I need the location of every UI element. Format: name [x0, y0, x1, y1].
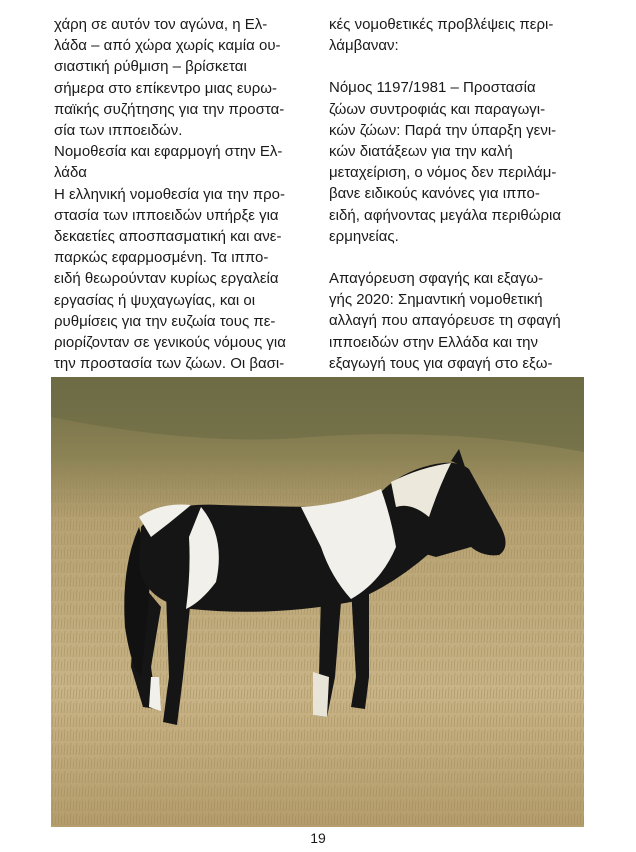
text-line: μεταχείριση, ο νόμος δεν περιλάμ- [329, 164, 557, 182]
text-line: λάμβαναν: [329, 37, 399, 55]
text-line: ειδή, αφήνοντας μεγάλα περιθώρια [329, 206, 562, 224]
text-line: ριορίζονταν σε γενικούς νόμους για [54, 334, 286, 352]
text-line: λάδα – από χώρα χωρίς καμία ου- [54, 37, 281, 55]
text-line: σία των ιπποειδών. [54, 122, 183, 140]
paragraph-gap [329, 56, 591, 77]
text-line: Νόμος 1197/1981 – Προστασία [329, 79, 536, 97]
paragraph-gap [329, 247, 591, 268]
text-line: την προστασία των ζώων. Οι βασι- [54, 355, 285, 373]
text-line: κών ζώων: Παρά την ύπαρξη γενι- [329, 121, 557, 139]
text-line: κές νομοθετικές προβλέψεις περι- [329, 16, 554, 33]
text-line: ζώων συντροφιάς και παραγωγι- [329, 100, 546, 118]
text-line: παϊκής συζήτησης για την προστα- [54, 100, 285, 118]
text-line: κών διατάξεων για την καλή [329, 143, 513, 161]
text-line: Η ελληνική νομοθεσία για την προ- [54, 185, 285, 203]
right-column [329, 14, 591, 374]
text-line: στασία των ιπποειδών υπήρξε για [54, 206, 279, 224]
text-line: παρκώς εφαρμοσμένη. Τα ιππο- [54, 249, 269, 267]
page-number: 19 [310, 830, 326, 846]
horse-photo-graphic [51, 377, 584, 827]
text-line: σιαστική ρύθμιση – βρίσκεται [54, 58, 247, 76]
text-line: αλλαγή που απαγόρευσε τη σφαγή [329, 312, 561, 330]
text-line: ιπποειδών στην Ελλάδα και την [329, 333, 538, 351]
left-column [54, 14, 316, 374]
text-line: Νομοθεσία και εφαρμογή στην Ελ- [54, 143, 283, 161]
text-line: ρυθμίσεις για την ευζωία τους πε- [54, 312, 276, 330]
text-line: σήμερα στο επίκεντρο μιας ευρω- [54, 79, 277, 97]
text-line: λάδα [54, 164, 87, 182]
text-line: ειδή θεωρούνταν κυρίως εργαλεία [54, 270, 279, 288]
text-line: χάρη σε αυτόν τον αγώνα, η Ελ- [54, 16, 268, 33]
text-line: βανε ειδικούς κανόνες για ιππο- [329, 185, 540, 203]
text-line: γής 2020: Σημαντική νομοθετική [329, 291, 543, 309]
text-line: ερμηνείας. [329, 227, 399, 245]
horse-photo [51, 377, 584, 827]
text-line: εργασίας ή ψυχαγωγίας, και οι [54, 291, 256, 309]
text-line: εξαγωγή τους για σφαγή στο εξω- [329, 354, 553, 372]
text-line: Απαγόρευση σφαγής και εξαγω- [329, 270, 544, 288]
text-line: δεκαετίες αποσπασματική και ανε- [54, 228, 282, 246]
